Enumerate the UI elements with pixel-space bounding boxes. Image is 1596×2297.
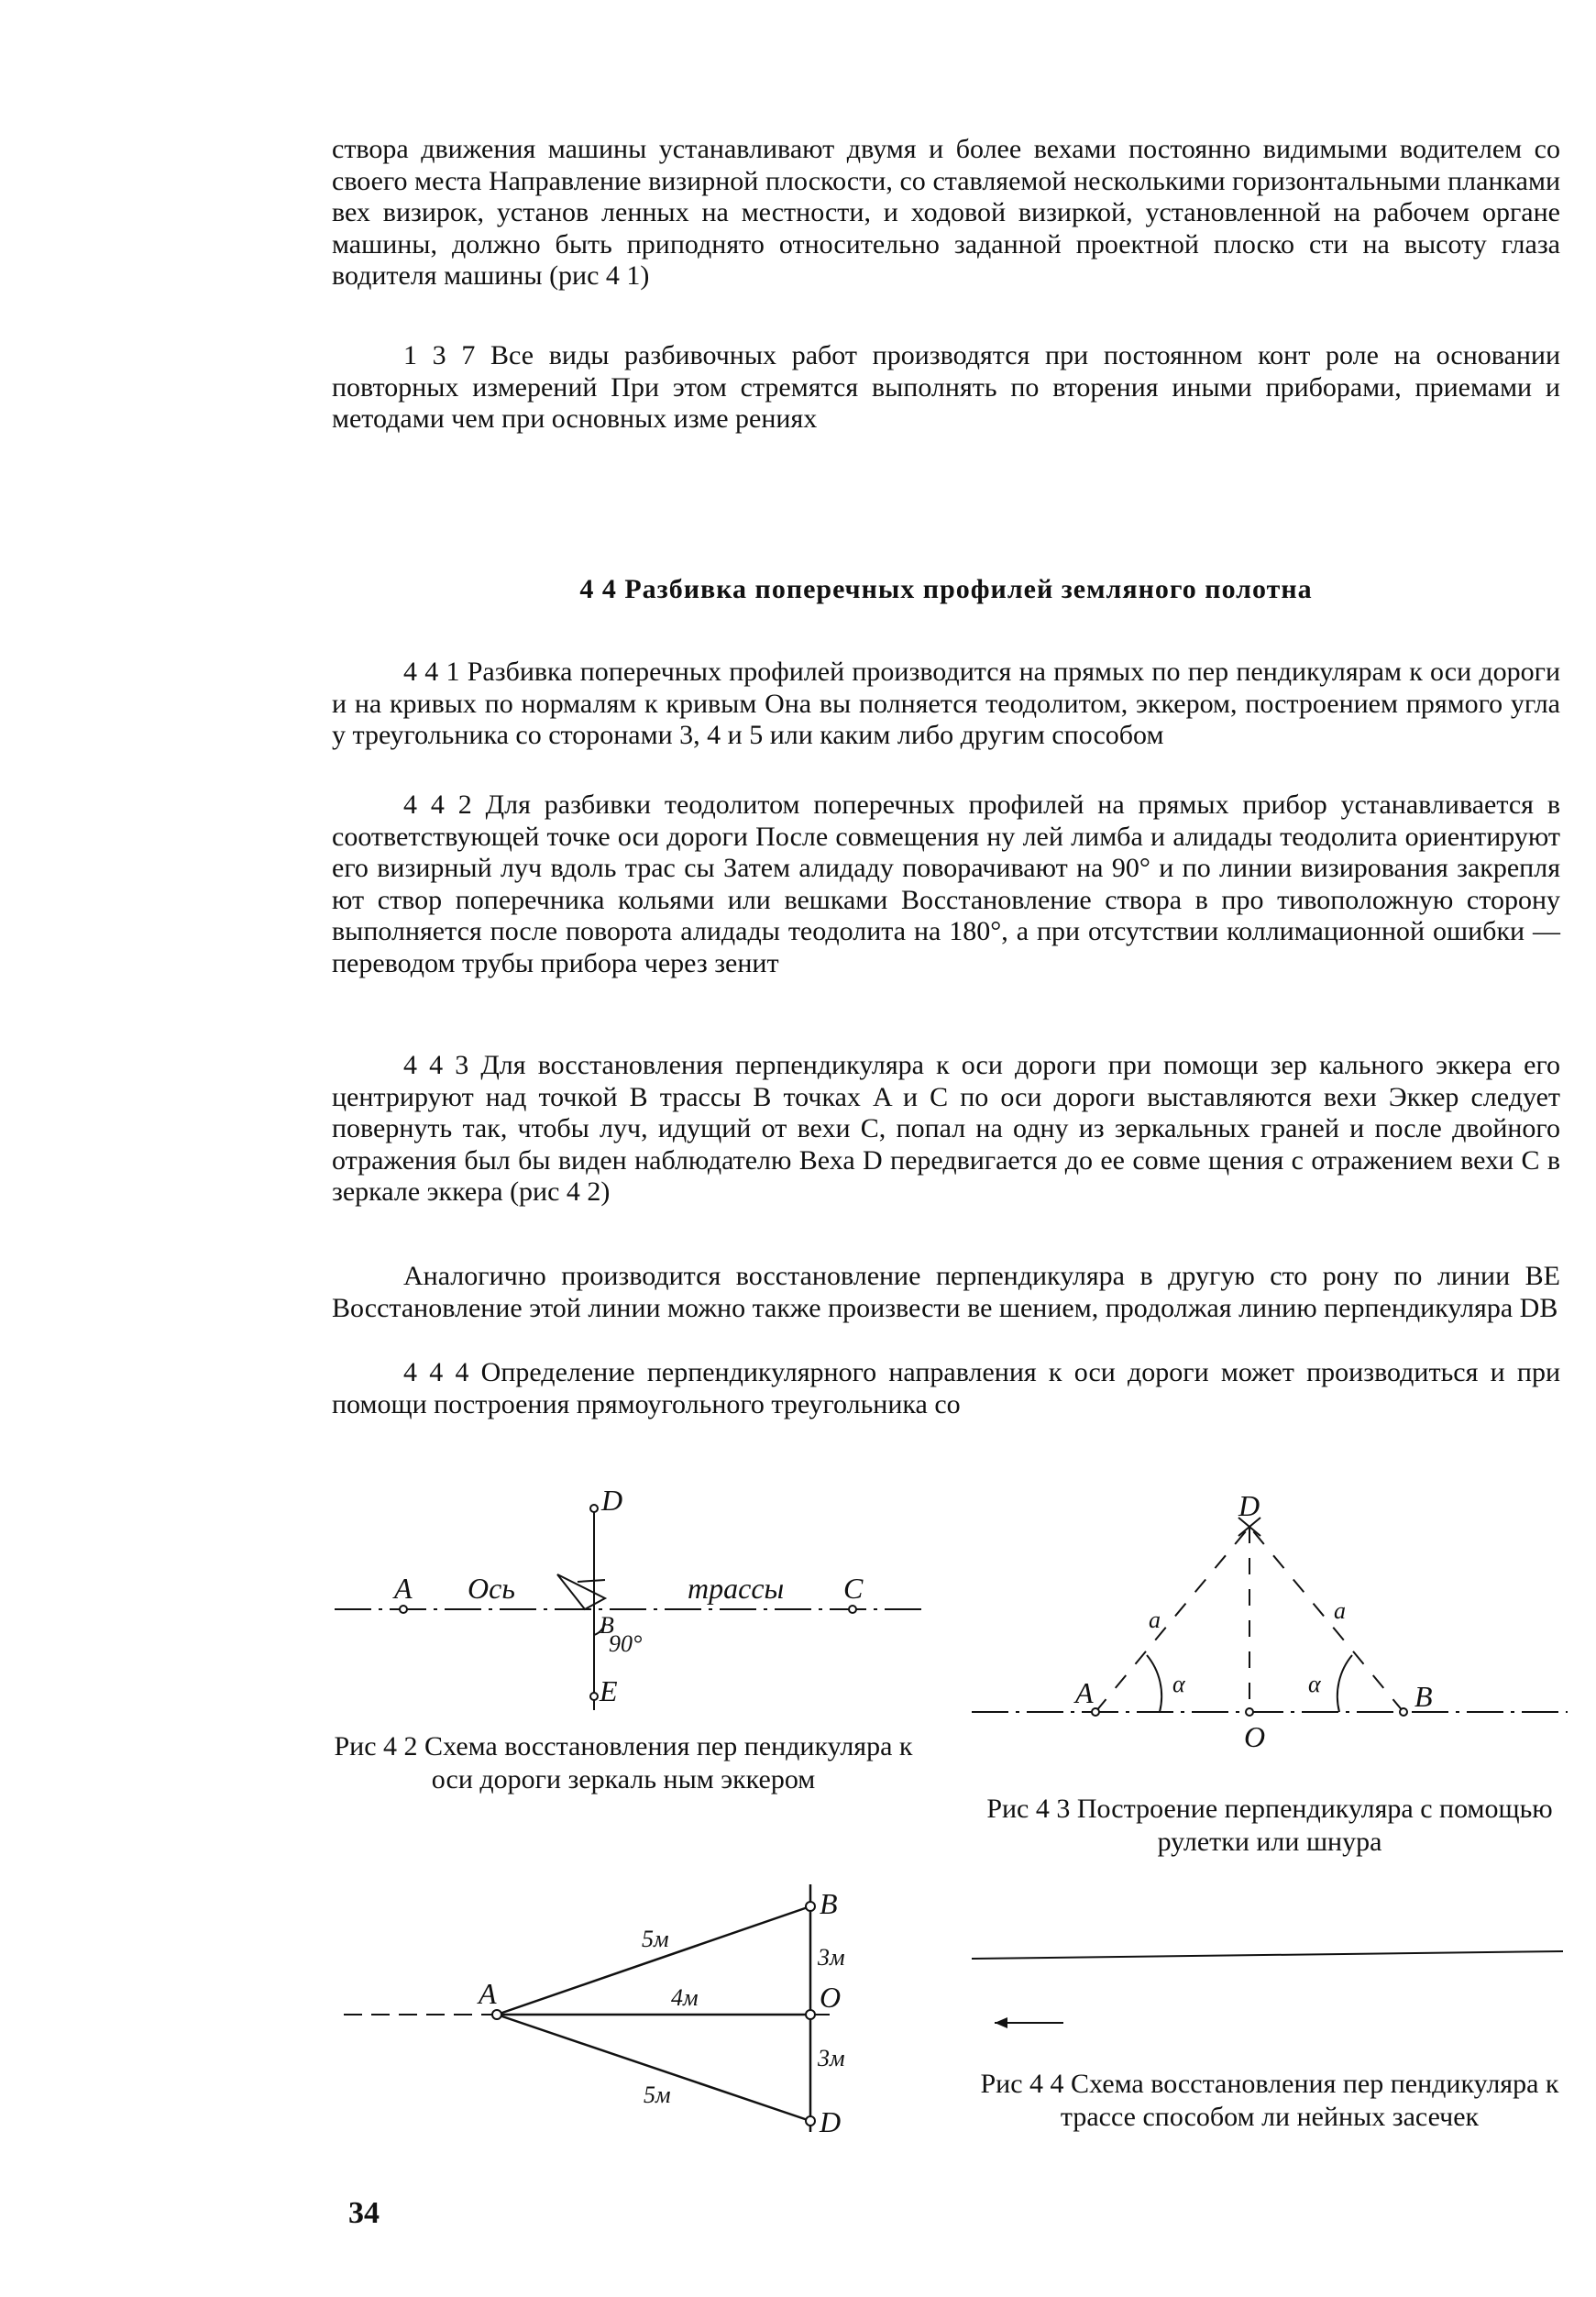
label-leg-top: 3м <box>818 1944 845 1971</box>
paragraph-4-4-4: 4 4 4 Определение перпендикулярного направления к оси дороги может производиться и при помощи построения прямоугольного треугольника со <box>332 1357 1560 1419</box>
label-d: D <box>1238 1489 1260 1522</box>
label-a-right: a <box>1334 1597 1346 1624</box>
paragraph-1-3-7: 1 3 7 Все виды разбивочных работ производятся при постоянном конт роле на основании повторных измерений При этом стремятся выполнять по вторения иными приборами, приемами и методами чем при основных изме рениях <box>332 340 1560 434</box>
label-os: Ось <box>468 1572 515 1605</box>
point-o-marker <box>806 2010 815 2019</box>
label-90: 90° <box>609 1630 643 1657</box>
point-d-marker <box>806 2116 815 2126</box>
paragraph-4-4-1: 4 4 1 Разбивка поперечных профилей производится на прямых по пер пендикулярам к оси дороги и на кривых по нормалям к кривым Она вы полняется теодолитом, эккером, построением прямого угла у треугольника со сторонами 3, 4 и 5 или каким либо другим способом <box>332 657 1560 750</box>
point-d-marker <box>590 1505 598 1512</box>
hypotenuse-top <box>497 1906 810 2015</box>
right-tape-line <box>1249 1527 1403 1712</box>
label-hyp-bottom: 5м <box>644 2082 671 2108</box>
label-leg-bottom: 3м <box>818 2045 845 2071</box>
section-heading: 4 4 Разбивка поперечных профилей земляного полотна <box>579 574 1313 604</box>
label-a: A <box>1075 1676 1094 1709</box>
page-number: 34 <box>348 2196 380 2230</box>
label-base: 4м <box>671 1984 699 2011</box>
point-a-marker <box>492 2010 501 2019</box>
label-trassy: трассы <box>688 1572 785 1605</box>
triangle-3-4-5-diagram <box>339 1857 889 2150</box>
point-e-marker <box>590 1693 598 1700</box>
label-a: A <box>394 1572 413 1605</box>
figure-4-3-caption: Рис 4 3 Построение перпендикуляра с помощью рулетки или шнура <box>986 1794 1553 1857</box>
reference-line <box>972 1951 1563 1959</box>
label-o: O <box>1244 1720 1266 1753</box>
paragraph-analogous: Аналогично производится восстановление перпендикуляра в другую сто рону по линии BE Восстановление этой линии можно также произвести ве шением, продолжая линию перпендикуляра DB <box>332 1261 1560 1323</box>
label-b: B <box>1414 1680 1433 1713</box>
point-c-marker <box>849 1606 856 1613</box>
figure-4-2-caption: Рис 4 2 Схема восстановления пер пендикуляра к оси дороги зеркаль ным эккером <box>334 1731 913 1795</box>
point-o-marker <box>1246 1708 1253 1716</box>
label-b: B <box>820 1887 838 1920</box>
figure-4-4-caption: Рис 4 4 Схема восстановления пер пендикуляра к трассе способом ли нейных засечек <box>980 2069 1559 2132</box>
label-c: C <box>843 1572 864 1605</box>
point-b-marker <box>806 1902 815 1911</box>
figure-4-4-diagram <box>967 1926 1572 2045</box>
label-e: E <box>600 1674 618 1707</box>
angle-arc-left <box>1147 1655 1161 1712</box>
figure-4-2-diagram <box>330 1472 935 1728</box>
point-b-marker <box>1400 1708 1407 1716</box>
direction-arrow-head <box>995 2017 1007 2028</box>
paragraph-continuation: створа движения машины устанавливают двумя и более вехами постоянно видимыми водителем со своего места Направление визирной плоскости, со ставляемой несколькими горизонтальными планками вех визирок, установ ленных на местности, и ходовой визиркой, установленной на рабочем органе машины, должно быть приподнято относительно заданной проектной плоско сти на высоту глаза водителя машины (рис 4 1) <box>332 134 1560 291</box>
label-alpha-left: α <box>1172 1671 1185 1697</box>
label-d: D <box>601 1484 623 1517</box>
point-a-marker <box>1092 1708 1099 1716</box>
paragraph-4-4-3: 4 4 3 Для восстановления перпендикуляра к оси дороги при помощи зер кального эккера его центрируют над точкой B трассы В точках A и C по оси дороги выставляются вехи Эккер следует повернуть так, чтобы луч, идущий от вехи C, попал на одну из зеркальных граней и после двойного отражения был бы виден наблюдателю Веха D передвигается до ее совме щения с отражением вехи C в зеркале эккера (рис 4 2) <box>332 1050 1560 1207</box>
label-d: D <box>820 2105 842 2138</box>
angle-arc-right <box>1337 1655 1352 1712</box>
point-a-marker <box>400 1606 407 1613</box>
label-a: A <box>479 1977 497 2010</box>
figure-4-3-diagram <box>967 1481 1572 1756</box>
paragraph-4-4-2: 4 4 2 Для разбивки теодолитом поперечных профилей на прямых прибор устанавливается в соответствующей точке оси дороги После совмещения ну лей лимба и алидады теодолита ориентируют его визирный луч вдоль трас сы Затем алидаду поворачивают на 90° и по линии визирования закрепля ют створ поперечника кольями или вешками Восстановление створа в про тивоположную сторону выполняется после поворота алидады теодолита на 180°, а при отсутствии коллимационной ошибки — переводом трубы прибора через зенит <box>332 790 1560 978</box>
label-alpha-right: α <box>1308 1671 1321 1697</box>
label-o: O <box>820 1981 842 2014</box>
mirror-ekker-icon <box>557 1574 605 1609</box>
label-a-left: a <box>1149 1607 1161 1633</box>
label-b: B <box>600 1612 614 1639</box>
label-hyp-top: 5м <box>642 1926 669 1952</box>
